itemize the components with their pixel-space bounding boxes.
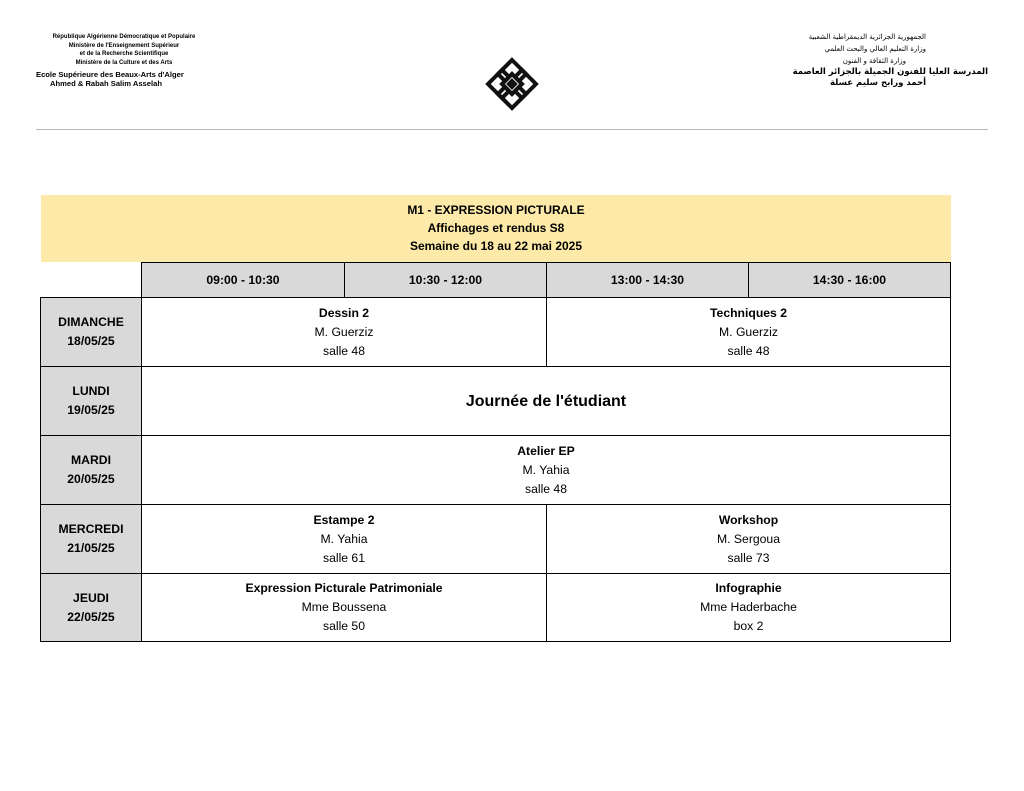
day-date: 21/05/25 — [67, 541, 115, 555]
ministry-line: Ministère de l'Enseignement Supérieur — [68, 42, 180, 49]
event-label: Journée de l'étudiant — [465, 392, 627, 410]
schedule-title — [41, 195, 951, 262]
course-name: Techniques 2 — [710, 305, 787, 320]
room-label: box 2 — [733, 619, 764, 633]
day-name: DIMANCHE — [58, 315, 124, 329]
day-name: LUNDI — [72, 384, 110, 398]
day-date: 19/05/25 — [67, 403, 115, 417]
teacher-name: M. Yahia — [320, 531, 368, 546]
day-date: 20/05/25 — [67, 472, 115, 486]
day-date: 22/05/25 — [67, 609, 115, 624]
course-name: Workshop — [718, 512, 779, 527]
ministry-line: et de la Recherche Scientifique — [79, 51, 169, 57]
republic-label: République Algérienne Démocratique et Populaire — [52, 34, 196, 40]
course-name: Infographie — [715, 581, 782, 595]
school-subname-ar: أحمد ورابح سليم عسلة — [830, 78, 926, 88]
teacher-name: M. Guerziz — [314, 324, 374, 339]
slot-header: 14:30 - 16:00 — [748, 262, 951, 298]
teacher-name: Mme Haderbache — [700, 600, 797, 614]
room-label: salle 73 — [727, 550, 770, 565]
day-cell — [40, 435, 142, 505]
session-cell — [141, 435, 951, 505]
room-label: salle 48 — [524, 481, 567, 496]
ministry-line-ar: وزارة الثقافة و الفنون — [842, 57, 906, 65]
program-title: M1 - EXPRESSION PICTURALE — [407, 203, 585, 217]
event-cell — [141, 366, 951, 436]
session-cell — [141, 573, 547, 642]
course-name: Expression Picturale Patrimoniale — [245, 581, 443, 595]
slot-header: 10:30 - 12:00 — [344, 262, 547, 298]
day-cell — [40, 366, 142, 436]
schedule-subtitle: Affichages et rendus S8 — [427, 221, 565, 235]
day-name: JEUDI — [73, 590, 109, 605]
teacher-name: M. Sergoua — [716, 531, 780, 546]
session-cell — [141, 504, 547, 574]
school-name: Ecole Supérieure des Beaux-Arts d'Alger — [36, 70, 184, 79]
teacher-name: Mme Boussena — [301, 600, 387, 614]
republic-label-ar: الجمهورية الجزائرية الديمقراطية الشعبية — [808, 33, 926, 41]
day-cell — [40, 297, 142, 367]
room-label: salle 50 — [322, 619, 365, 633]
header-left — [36, 33, 276, 88]
room-label: salle 48 — [727, 343, 770, 358]
day-name: MARDI — [71, 453, 111, 467]
course-name: Estampe 2 — [313, 512, 375, 527]
session-cell — [546, 297, 951, 367]
room-label: salle 48 — [322, 343, 365, 358]
teacher-name: M. Yahia — [522, 462, 570, 477]
session-cell — [546, 573, 951, 642]
header-divider — [36, 129, 988, 130]
course-name: Atelier EP — [517, 443, 575, 458]
day-cell — [40, 504, 142, 574]
day-date: 18/05/25 — [67, 334, 115, 348]
school-subname: Ahmed & Rabah Salim Asselah — [50, 79, 162, 88]
session-cell — [546, 504, 951, 574]
session-cell — [141, 297, 547, 367]
teacher-name: M. Guerziz — [719, 324, 778, 339]
school-logo — [482, 54, 542, 114]
course-name: Dessin 2 — [318, 305, 370, 320]
slot-header: 13:00 - 14:30 — [546, 262, 749, 298]
school-name-ar: المدرسة العليا للفنون الجميلة بالجزائر العاصمة — [792, 67, 988, 77]
week-label: Semaine du 18 au 22 mai 2025 — [409, 239, 583, 253]
ministry-line-ar: وزارة التعليم العالي والبحث العلمي — [824, 45, 926, 53]
header-right — [788, 31, 988, 89]
slot-header: 09:00 - 10:30 — [141, 262, 345, 298]
ministry-line: Ministère de la Culture et des Arts — [75, 59, 173, 66]
day-cell — [40, 573, 142, 642]
day-name: MERCREDI — [58, 522, 124, 536]
room-label: salle 61 — [322, 550, 365, 565]
